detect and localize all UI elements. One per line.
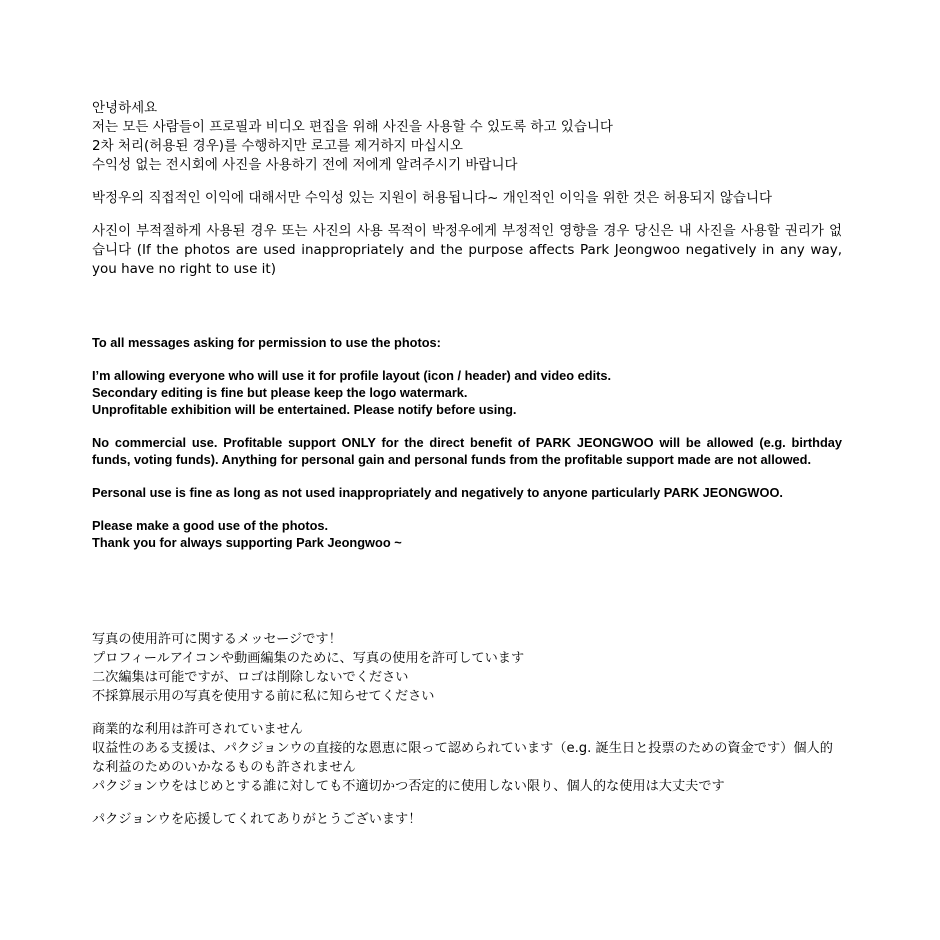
japanese-thanks-paragraph [92,810,842,829]
japanese-thanks-line: パクジョンウを応援してくれてありがとうございます！ [92,812,422,827]
japanese-commercial-paragraph [92,720,842,796]
korean-notice [92,99,842,293]
japanese-intro-paragraph [92,630,842,706]
japanese-logo-line: 二次編集は可能ですが、ロゴは削除しないでください [92,670,409,685]
english-commercial-paragraph: No commercial use. Profitable support ONLY for the direct benefit of PARK JEONGWOO will be allowed (e.g. birthday funds, voting funds). Anything for personal gain and personal funds from the profitable support made are not allowed. [92,435,842,467]
japanese-title-line: 写真の使用許可に関するメッセージです！ [92,632,342,647]
english-good-use-line: Please make a good use of the photos. [92,518,329,533]
english-allow-paragraph [92,367,842,418]
korean-profit-line: 박정우의 직접적인 이익에 대해서만 수익성 있는 지원이 허용됩니다~ 개인적인 이익을 위한 것은 허용되지 않습니다 [92,190,773,206]
english-intro [92,334,842,351]
japanese-exhibition-line: 不採算展示用の写真を使用する前に私に知らせてください [92,689,435,704]
korean-allow-line: 저는 모든 사람들이 프로필과 비디오 편집을 위해 사진을 사용할 수 있도록 하고 있습니다 [92,119,613,135]
english-allow-line: I’m allowing everyone who will use it for profile layout (icon / header) and video edits. [92,368,612,383]
korean-logo-line: 2차 처리(허용된 경우)를 수행하지만 로고를 제거하지 마십시오 [92,138,463,154]
english-personal-paragraph: Personal use is fine as long as not used inappropriately and negatively to anyone particularly PARK JEONGWOO. [92,485,783,500]
english-thanks-line: Thank you for always supporting Park Jeongwoo ~ [92,535,402,550]
english-intro-line: To all messages asking for permission to use the photos: [92,335,441,350]
english-notice [92,334,842,567]
japanese-notice [92,630,842,843]
english-secondary-line: Secondary editing is fine but please keep the logo watermark. [92,385,468,400]
korean-greeting: 안녕하세요 [92,100,158,116]
korean-misuse-paragraph: 사진이 부적절하게 사용된 경우 또는 사진의 사용 목적이 박정우에게 부정적인 영향을 경우 당신은 내 사진을 사용할 권리가 없습니다 (If the photos are used inappropriately and the purpose affects Park Jeongwoo negatively in any way, you have no right to use it) [92,223,842,277]
korean-usage-paragraph [92,99,842,175]
english-closing-paragraph [92,517,842,551]
japanese-personal-line: パクジョンウをはじめとする誰に対しても不適切かつ否定的に使用しない限り、個人的な使用は大丈夫です [92,779,725,794]
korean-exhibition-line: 수익성 없는 전시회에 사진을 사용하기 전에 저에게 알려주시기 바랍니다 [92,157,518,173]
korean-profit-paragraph [92,189,842,208]
english-exhibition-line: Unprofitable exhibition will be entertained. Please notify before using. [92,402,517,417]
japanese-commercial-title: 商業的な利用は許可されていません [92,722,303,737]
japanese-allow-line: プロフィールアイコンや動画編集のために、写真の使用を許可しています [92,651,525,666]
japanese-commercial-body: 収益性のある支援は、パクジョンウの直接的な恩恵に限って認められています（e.g. 誕生日と投票のための資金です）個人的な利益のためのいかなるものも許されません [92,741,833,775]
